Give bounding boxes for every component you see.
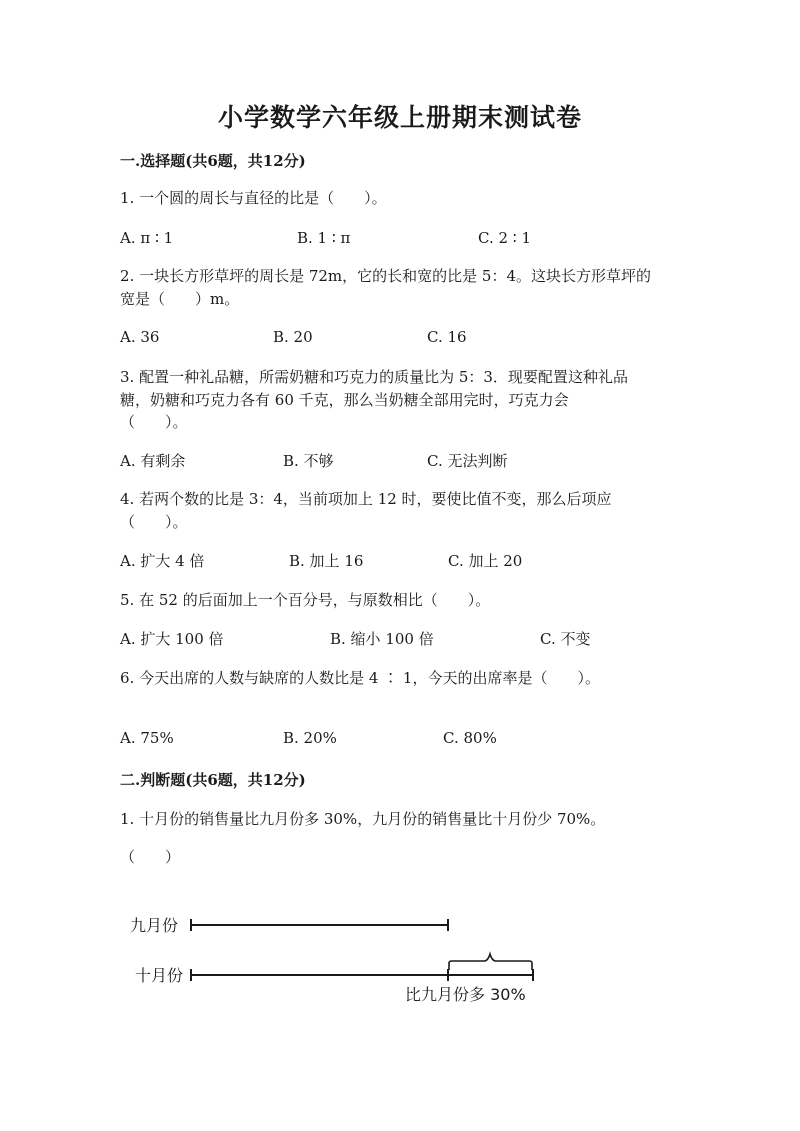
q1-option-c: C. 2 ∶ 1	[478, 229, 532, 247]
q5-option-a: A. 扩大 100 倍	[120, 630, 224, 648]
q3-option-c: C. 无法判断	[427, 452, 508, 470]
question-5: 5. 在 52 的后面加上一个百分号，与原数相比（ ）。	[120, 591, 491, 609]
q2-option-a: A. 36	[120, 328, 160, 346]
annotation-more-30-percent: 比九月份多 30%	[405, 985, 526, 1004]
q5-option-c: C. 不变	[540, 630, 591, 648]
label-october: 十月份	[135, 966, 184, 985]
q6-option-a: A. 75%	[120, 729, 174, 747]
q3-option-a: A. 有剩余	[120, 452, 186, 470]
q5-option-b: B. 缩小 100 倍	[330, 630, 434, 648]
question-1: 1. 一个圆的周长与直径的比是（ ）。	[120, 189, 387, 207]
q3-option-b: B. 不够	[283, 452, 334, 470]
q2-option-b: B. 20	[273, 328, 313, 346]
judgement-1-blank: （ ）	[120, 848, 181, 866]
q6-option-c: C. 80%	[443, 729, 497, 747]
section-heading-choice: 一.选择题(共6题，共12分)	[120, 152, 306, 170]
question-4-line-1: 4. 若两个数的比是 3：4，当前项加上 12 时，要使比值不变，那么后项应	[120, 490, 612, 508]
judgement-1: 1. 十月份的销售量比九月份多 30%，九月份的销售量比十月份少 70%。	[120, 810, 606, 828]
page-title: 小学数学六年级上册期末测试卷	[217, 103, 582, 132]
q1-option-b: B. 1 ∶ π	[297, 229, 351, 247]
label-september: 九月份	[130, 916, 179, 935]
question-2-line-2: 宽是（ ）m。	[120, 290, 240, 308]
q6-option-b: B. 20%	[283, 729, 337, 747]
question-2-line-1: 2. 一块长方形草坪的周长是 72m，它的长和宽的比是 5：4。这块长方形草坪的	[120, 267, 652, 285]
question-3-line-3: （ ）。	[120, 413, 188, 431]
q4-option-a: A. 扩大 4 倍	[120, 552, 205, 570]
q4-option-b: B. 加上 16	[289, 552, 364, 570]
question-3-line-1: 3. 配置一种礼品糖，所需奶糖和巧克力的质量比为 5：3．现要配置这种礼品	[120, 368, 628, 386]
question-3-line-2: 糖，奶糖和巧克力各有 60 千克，那么当奶糖全部用完时，巧克力会	[120, 391, 569, 409]
brace-30-percent	[449, 954, 532, 970]
question-6: 6. 今天出席的人数与缺席的人数比是 4 ∶ 1，今天的出席率是（ ）。	[120, 669, 600, 687]
q2-option-c: C. 16	[427, 328, 467, 346]
section-heading-judgement: 二.判断题(共6题，共12分)	[120, 771, 306, 789]
question-4-line-2: （ ）。	[120, 513, 188, 531]
q4-option-c: C. 加上 20	[448, 552, 523, 570]
q1-option-a: A. π ∶ 1	[120, 229, 174, 247]
